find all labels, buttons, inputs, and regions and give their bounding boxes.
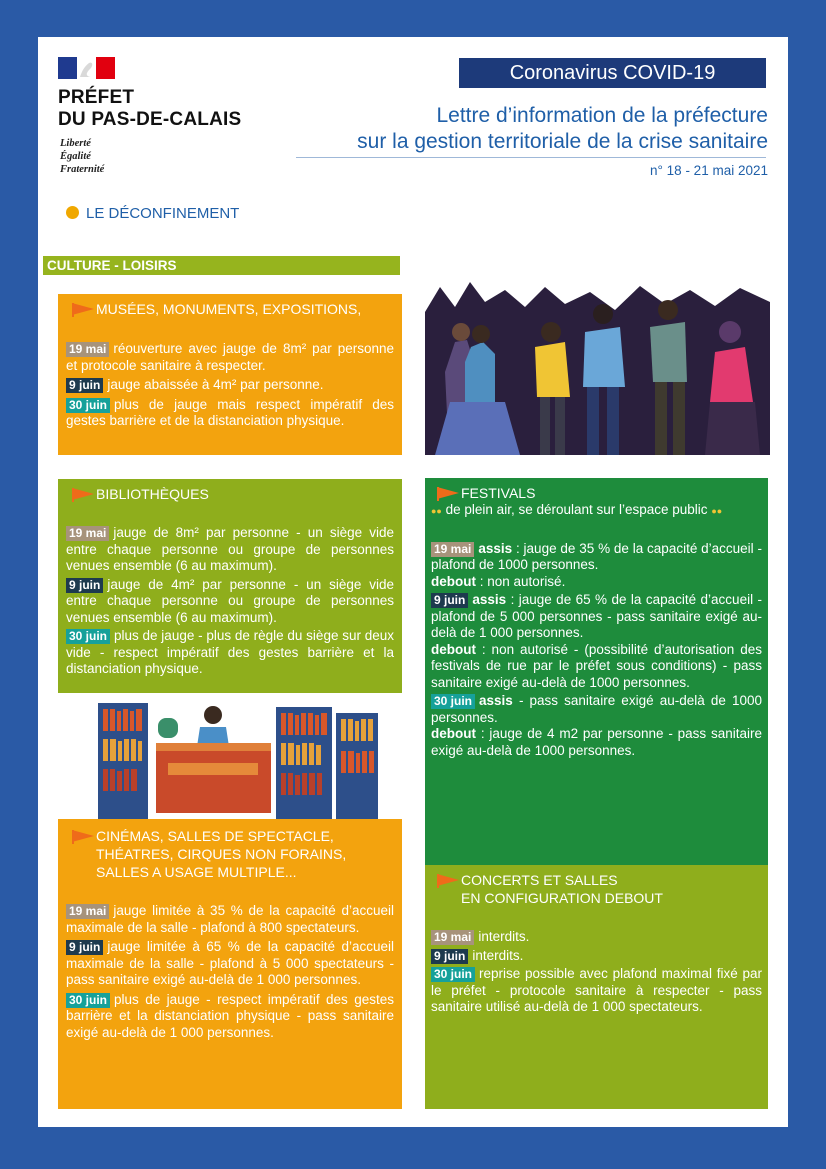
- musees-19mai: [66, 341, 394, 374]
- date-badge-19mai: 19 mai: [431, 542, 474, 557]
- concerts-title-line1: CONCERTS ET SALLES: [461, 872, 618, 888]
- assis-label: assis: [478, 540, 513, 556]
- bibliotheques-30juin: [66, 628, 394, 678]
- assis-label: assis: [472, 592, 507, 607]
- date-badge-19mai: 19 mai: [66, 342, 109, 357]
- festivals-intro: [431, 502, 762, 520]
- bibliotheques-heading: [66, 485, 394, 503]
- date-badge-9juin: 9 juin: [431, 949, 468, 964]
- festivals-19mai-assis: [431, 541, 762, 574]
- festivals-30juin-debout-text: : jauge de 4 m2 par personne - pass sanitaire exigé au-delà de 1000 personnes.: [431, 726, 762, 758]
- musees-9juin: [66, 377, 394, 394]
- festivals-intro-text: de plein air, se déroulant sur l’espace public: [445, 502, 708, 517]
- concerts-9juin: [431, 948, 762, 965]
- festivals-19mai-debout: [431, 574, 762, 591]
- newsletter-title-line2: sur la gestion territoriale de la crise sanitaire: [357, 130, 768, 153]
- category-bar: CULTURE - LOISIRS: [43, 256, 400, 275]
- date-badge-19mai: 19 mai: [66, 526, 109, 541]
- bibliotheques-30juin-text: plus de jauge - plus de règle du siège sur deux vide - respect impératif des gestes barrière et la distanciation physique.: [66, 628, 394, 676]
- date-badge-9juin: 9 juin: [66, 578, 103, 593]
- bibliotheques-box: [58, 479, 402, 693]
- newsletter-title: [357, 103, 768, 155]
- bibliotheques-19mai: [66, 525, 394, 575]
- prefet-line2: DU PAS-DE-CALAIS: [58, 109, 242, 130]
- date-badge-9juin: 9 juin: [66, 378, 103, 393]
- date-badge-9juin: 9 juin: [431, 593, 468, 608]
- debout-label: debout: [431, 641, 476, 657]
- date-badge-30juin: 30 juin: [66, 398, 110, 413]
- bibliotheques-title: BIBLIOTHÈQUES: [96, 486, 209, 502]
- pennant-flag-icon: [72, 830, 94, 842]
- date-badge-30juin: 30 juin: [66, 993, 110, 1008]
- newsletter-title-line1: Lettre d’information de la préfecture: [436, 104, 768, 127]
- quote-dots-close-icon: ●●: [711, 506, 723, 516]
- section-heading: [66, 205, 239, 222]
- musees-9juin-text: jauge abaissée à 4m² par personne.: [107, 377, 324, 392]
- musees-30juin-text: plus de jauge mais respect impératif des gestes barrière et de la distanciation physique.: [66, 396, 394, 428]
- festivals-9juin-debout: [431, 642, 762, 692]
- pennant-flag-icon: [72, 303, 94, 315]
- festivals-19mai-debout-text: : non autorisé.: [479, 573, 566, 589]
- covid-title-banner: Coronavirus COVID-19: [459, 58, 766, 88]
- festivals-title: FESTIVALS: [461, 485, 536, 501]
- cinemas-heading: [66, 827, 394, 881]
- festivals-heading: [431, 484, 762, 502]
- musees-title: MUSÉES, MONUMENTS, EXPOSITIONS,: [96, 301, 362, 317]
- cinemas-30juin: [66, 992, 394, 1042]
- pennant-flag-icon: [437, 487, 459, 499]
- concerts-30juin-text: reprise possible avec plafond maximal fixé par le préfet - protocole sanitaire à respecter - pass sanitaire utilisé au-delà de 1 000 spectateurs.: [431, 966, 762, 1014]
- concerts-box: [425, 865, 768, 1109]
- republic-motto: [60, 137, 104, 176]
- assis-label: assis: [479, 693, 513, 708]
- date-badge-30juin: 30 juin: [431, 967, 475, 982]
- musees-19mai-text: réouverture avec jauge de 8m² par personne et protocole sanitaire à respecter.: [66, 341, 394, 373]
- cinemas-title-line3: SALLES A USAGE MULTIPLE...: [96, 864, 297, 880]
- date-badge-19mai: 19 mai: [66, 904, 109, 919]
- concerts-19mai-text: interdits.: [478, 929, 530, 944]
- date-badge-30juin: 30 juin: [431, 694, 475, 709]
- festivals-30juin-assis: [431, 693, 762, 726]
- festival-crowd-illustration: [425, 282, 770, 455]
- concerts-heading: [431, 871, 762, 907]
- festivals-30juin-debout: [431, 726, 762, 759]
- library-illustration: [98, 703, 378, 823]
- concerts-title-line2: EN CONFIGURATION DEBOUT: [461, 890, 663, 906]
- cinemas-9juin: [66, 939, 394, 989]
- bibliotheques-9juin-text: jauge de 4m² par personne - un siège vide entre chaque personne ou groupe de personnes venues ensemble (6 au maximum).: [66, 576, 394, 625]
- cinemas-title-line1: CINÉMAS, SALLES DE SPECTACLE,: [96, 828, 334, 844]
- prefet-line1: PRÉFET: [58, 87, 135, 108]
- festivals-19mai-assis-text: : jauge de 35 % de la capacité d’accueil - plafond de 1000 personnes.: [431, 540, 762, 572]
- festivals-9juin-assis-text: : jauge de 65 % de la capacité d’accueil - plafond de 5 000 personnes - pass sanitaire exigé au-delà de 1 000 personnes.: [431, 592, 762, 640]
- musees-box: [58, 294, 402, 455]
- cinemas-19mai-text: jauge limitée à 35 % de la capacité d’accueil maximale de la salle - plafond à 800 spectateurs.: [66, 903, 394, 935]
- marianne-flag-logo: [58, 57, 115, 79]
- section-label: LE DÉCONFINEMENT: [86, 205, 240, 222]
- pennant-flag-icon: [437, 874, 459, 886]
- cinemas-box: [58, 819, 402, 1109]
- festivals-30juin-assis-text: - pass sanitaire exigé au-delà de 1000 personnes.: [431, 693, 762, 725]
- musees-30juin: [66, 397, 394, 430]
- festivals-9juin-assis: [431, 592, 762, 642]
- cinemas-19mai: [66, 903, 394, 936]
- motto-liberte: Liberté: [60, 138, 91, 149]
- bullet-dot-icon: [66, 206, 79, 219]
- musees-heading: [66, 300, 394, 318]
- debout-label: debout: [431, 573, 476, 589]
- concerts-30juin: [431, 966, 762, 1016]
- concerts-9juin-text: interdits.: [472, 947, 524, 963]
- cinemas-30juin-text: plus de jauge - respect impératif des gestes barrière et la distanciation physique - pass sanitaire exigé au-delà de 1 000 personnes.: [66, 991, 394, 1040]
- date-badge-30juin: 30 juin: [66, 629, 110, 644]
- date-badge-19mai: 19 mai: [431, 930, 474, 945]
- pennant-flag-icon: [72, 488, 94, 500]
- quote-dots-open-icon: ●●: [431, 506, 442, 516]
- date-badge-9juin: 9 juin: [66, 940, 103, 955]
- cinemas-9juin-text: jauge limitée à 65 % de la capacité d’accueil maximale de la salle - plafond à 5 000 spectateurs - pass sanitaire exigé au-delà de 1 000 personnes.: [66, 939, 394, 987]
- cinemas-title-line2: THÉATRES, CIRQUES NON FORAINS,: [96, 846, 347, 862]
- festivals-box: [425, 478, 768, 874]
- motto-egalite: Égalité: [60, 151, 91, 162]
- motto-fraternite: Fraternité: [60, 164, 105, 175]
- debout-label: debout: [431, 726, 476, 741]
- festivals-9juin-debout-text: : non autorisé - (possibilité d’autorisation des festivals de rue par le préfet sous conditions) - pass sanitaire exigé au-delà de 1000 personnes.: [431, 641, 762, 690]
- issue-number: n° 18 - 21 mai 2021: [650, 163, 768, 178]
- bibliotheques-9juin: [66, 577, 394, 627]
- bibliotheques-19mai-text: jauge de 8m² par personne - un siège vide entre chaque personne ou groupe de personnes venues ensemble (6 au maximum).: [66, 525, 394, 573]
- title-divider: [296, 157, 766, 158]
- prefet-title: [58, 87, 241, 131]
- concerts-19mai: [431, 929, 762, 946]
- newsletter-page: [38, 37, 788, 1127]
